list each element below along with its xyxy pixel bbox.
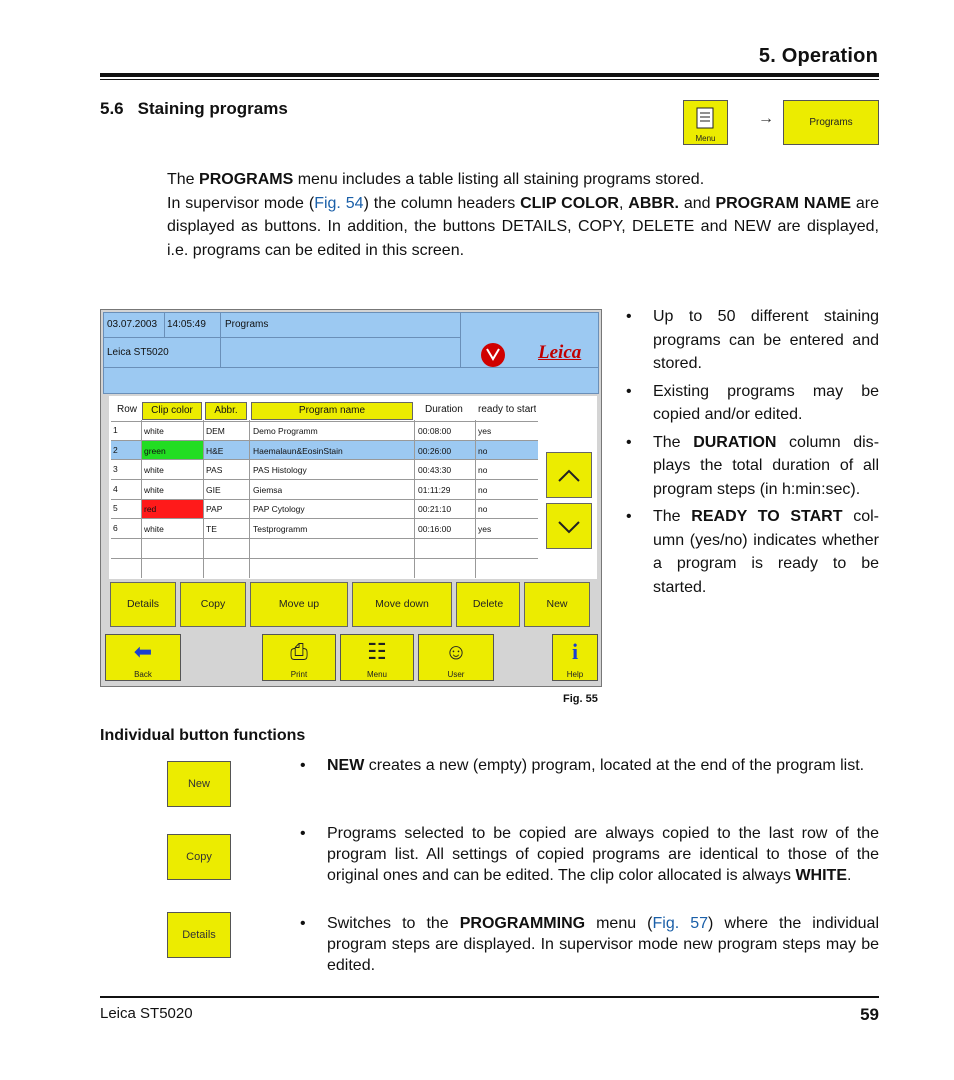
- col-duration: Duration: [425, 404, 463, 415]
- chapter-title: 5. Operation: [758, 45, 878, 67]
- help-button[interactable]: i Help: [552, 634, 598, 681]
- screen-title: Programs: [225, 319, 269, 330]
- feature-bullets: [626, 305, 879, 603]
- bullet-item: • Existing programs may be copied and/or edited.: [626, 380, 879, 427]
- menu-icon: ☷: [367, 639, 387, 664]
- intro-paragraph: The PROGRAMS menu includes a table listing all staining programs stored. In supervisor mode (Fig. 54) the column headers CLIP COLOR, ABBR. and PROGRAM NAME are displayed as buttons. In addition, the buttons DETAILS, COPY, DELETE and NEW are displayed, i.e. programs can be edited in this screen.: [167, 171, 880, 259]
- screen-date: 03.07.2003: [107, 319, 158, 330]
- header-rule: [100, 73, 879, 77]
- col-program-name-button[interactable]: Program name: [251, 402, 413, 420]
- figure-label: Fig. 55: [563, 693, 598, 705]
- bullet-item: • Up to 50 different staining programs can be entered and stored.: [626, 305, 879, 376]
- col-row: Row: [117, 404, 138, 415]
- chevron-up-icon: [547, 453, 591, 497]
- menu-nav-button[interactable]: Menu: [683, 100, 728, 145]
- col-ready: ready to start: [478, 404, 537, 415]
- scroll-down-button[interactable]: [546, 503, 592, 549]
- screen-time: 14:05:49: [167, 319, 206, 330]
- new-button-sample[interactable]: New: [167, 761, 231, 807]
- move-up-button[interactable]: Move up: [250, 582, 348, 627]
- back-button[interactable]: ⬅ Back: [105, 634, 181, 681]
- copy-button-sample[interactable]: Copy: [167, 834, 231, 880]
- move-down-button[interactable]: Move down: [352, 582, 452, 627]
- chevron-down-icon: [547, 504, 591, 548]
- section-title: 5.6 Staining programs: [100, 99, 288, 118]
- header-rule-thin: [100, 79, 879, 80]
- leica-logo-icon: [478, 341, 508, 369]
- new-description: • NEW creates a new (empty) program, located at the end of the program list.: [300, 757, 865, 774]
- info-icon: i: [571, 639, 579, 664]
- bullet-item: • The DURATION column displays the total duration of all program steps (in h:min:sec).: [626, 431, 879, 502]
- screen-header: [103, 312, 599, 394]
- col-clip-color-button[interactable]: Clip color: [142, 402, 202, 420]
- fig54-link[interactable]: Fig. 54: [314, 194, 364, 212]
- back-arrow-icon: ⬅: [133, 639, 153, 664]
- details-button-sample[interactable]: Details: [167, 912, 231, 958]
- user-icon: ☺: [444, 639, 468, 664]
- copy-description: • Programs selected to be copied are always copied to the last row of the program list. All settings of copied programs are identical to those of the original ones and can be edited. The clip color allocated is always WHITE.: [300, 825, 879, 884]
- functions-heading: Individual button functions: [100, 727, 306, 744]
- menu-icon: [694, 105, 718, 131]
- delete-button[interactable]: Delete: [456, 582, 520, 627]
- copy-button[interactable]: Copy: [180, 582, 246, 627]
- footer-rule: [100, 996, 879, 998]
- scroll-up-button[interactable]: [546, 452, 592, 498]
- menu-button[interactable]: ☷ Menu: [340, 634, 414, 681]
- bullet-item: • The READY TO START column (yes/no) indicates whether a program is ready to be started.: [626, 505, 879, 599]
- print-button[interactable]: ⎙ Print: [262, 634, 336, 681]
- new-button[interactable]: New: [524, 582, 590, 627]
- details-description: • Switches to the PROGRAMMING menu (Fig. 57) where the individual program steps are displayed. In supervisor mode new program steps may be edited.: [300, 915, 879, 974]
- fig57-link[interactable]: Fig. 57: [652, 915, 709, 932]
- device-name: Leica ST5020: [107, 347, 169, 358]
- footer-device: Leica ST5020: [100, 1005, 193, 1022]
- programs-nav-button[interactable]: Programs: [783, 100, 879, 145]
- leica-logo-text: Leica: [538, 342, 582, 363]
- page-number: 59: [860, 1005, 879, 1024]
- user-button[interactable]: ☺ User: [418, 634, 494, 681]
- nav-arrow-icon: →: [758, 110, 774, 127]
- programs-table: [109, 396, 597, 579]
- col-abbr-button[interactable]: Abbr.: [205, 402, 247, 420]
- details-button[interactable]: Details: [110, 582, 176, 627]
- printer-icon: ⎙: [290, 639, 308, 664]
